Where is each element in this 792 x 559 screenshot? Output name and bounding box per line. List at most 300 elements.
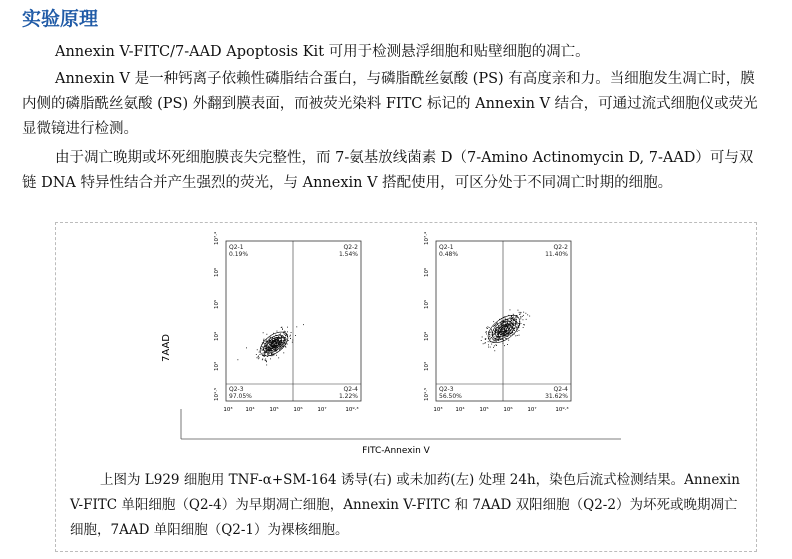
event-dot [268,343,269,344]
event-dot [520,318,521,319]
event-dot [523,324,524,325]
y-tick-label: 10⁷·⁴ [424,231,430,245]
event-dot [512,332,513,333]
quadrant-name: Q2-1 [229,244,244,251]
section-heading: 实验原理 [22,8,99,30]
intro-paragraph: Annexin V-FITC/7-AAD Apoptosis Kit 可用于检测悬浮细胞和贴壁细胞的凋亡。 [55,44,590,60]
figure-container [55,222,757,552]
event-dot [482,337,483,338]
event-dot [278,357,279,358]
event-dot [285,337,286,338]
event-dot [527,314,528,315]
event-dot [518,310,519,311]
event-dot [266,361,267,362]
event-dot [503,325,504,326]
event-dot [273,349,274,350]
event-dot [267,354,268,355]
event-dot [265,359,266,360]
event-dot [276,355,277,356]
x-tick-label: 10⁷ [317,407,327,413]
event-dot [513,314,514,315]
event-dot [507,344,508,345]
event-dot [498,340,499,341]
event-dot [286,341,287,342]
event-dot [483,343,484,344]
event-dot [496,327,497,328]
event-dot [270,358,271,359]
event-dot [496,323,497,324]
event-dot [517,335,518,336]
event-dot [505,318,506,319]
x-tick-label: 10⁹·³ [555,407,569,413]
event-dot [279,346,280,347]
event-dot [270,342,271,343]
event-dot [283,352,284,353]
event-dot [510,335,511,336]
event-dot [266,361,267,362]
quadrant-name: Q2-2 [343,244,358,251]
event-dot [513,322,514,323]
event-dot [509,333,510,334]
event-dot [264,354,265,355]
quadrant-value: 1.22% [338,393,358,400]
event-dot [260,354,261,355]
event-dot [287,344,288,345]
event-dot [257,349,258,350]
event-dot [285,339,286,340]
event-dot [266,365,267,366]
event-dot [510,323,511,324]
event-dot [490,338,491,339]
event-dot [525,313,526,314]
quadrant-value: 0.19% [229,251,249,258]
event-dot [267,356,268,357]
event-dot [515,323,516,324]
event-dot [517,317,518,318]
event-dot [285,347,286,348]
x-tick-label: 10⁵ [479,407,489,413]
event-dot [486,331,487,332]
event-dot [500,332,501,333]
event-dot [510,317,511,318]
event-dot [275,340,276,341]
y-tick-label: 10³ [214,361,220,371]
event-dot [277,338,278,339]
event-dot [292,340,293,341]
event-dot [265,360,266,361]
event-dot [493,333,494,334]
event-dot [500,328,501,329]
event-dot [486,334,487,335]
event-dot [272,355,273,356]
y-tick-label: 10⁶ [214,267,220,277]
event-dot [520,314,521,315]
event-dot [504,345,505,346]
event-dot [264,353,265,354]
event-dot [523,327,524,328]
event-dot [497,329,498,330]
event-dot [494,337,495,338]
event-dot [275,342,276,343]
event-dot [488,341,489,342]
event-dot [517,331,518,332]
quadrant-name: Q2-2 [553,244,568,251]
x-tick-label: 10⁴ [455,407,465,413]
event-dot [521,323,522,324]
event-dot [491,329,492,330]
event-dot [287,331,288,332]
event-dot [262,347,263,348]
event-dot [503,328,504,329]
event-dot [271,349,272,350]
event-dot [258,356,259,357]
event-dot [266,340,267,341]
event-dot [284,344,285,345]
y-tick-label: 10⁵ [214,299,220,309]
event-dot [492,334,493,335]
event-dot [284,331,285,332]
x-tick-label: 10³ [223,407,233,413]
event-dot [500,323,501,324]
event-dot [524,324,525,325]
quadrant-value: 0.48% [439,251,459,258]
event-dot [281,336,282,337]
event-dot [489,334,490,335]
event-dot [522,316,523,317]
event-dot [278,338,279,339]
event-dot [266,351,267,352]
event-dot [491,330,492,331]
x-axis-label: FITC-Annexin V [362,446,430,456]
event-dot [506,338,507,339]
event-dot [516,327,517,328]
y-axis-label: 7AAD [161,333,172,363]
event-dot [516,319,517,320]
event-dot [264,339,265,340]
event-dot [503,324,504,325]
event-dot [523,315,524,316]
event-dot [507,322,508,323]
event-dot [503,329,504,330]
event-dot [285,335,286,336]
event-dot [292,342,293,343]
event-dot [271,353,272,354]
event-dot [511,320,512,321]
event-dot [498,338,499,339]
event-dot [270,337,271,338]
event-dot [266,344,267,345]
event-dot [501,329,502,330]
event-dot [284,342,285,343]
y-tick-label: 10⁷·⁴ [214,231,220,245]
event-dot [272,345,273,346]
event-dot [295,335,296,336]
event-dot [526,319,527,320]
event-dot [511,326,512,327]
event-dot [493,326,494,327]
event-dot [512,317,513,318]
x-tick-label: 10³ [433,407,443,413]
event-dot [529,316,530,317]
event-dot [282,329,283,330]
event-dot [263,353,264,354]
event-dot [267,347,268,348]
event-dot [487,326,488,327]
event-dot [502,335,503,336]
event-cloud-left [237,324,304,365]
event-dot [279,338,280,339]
event-dot [288,340,289,341]
event-dot [266,334,267,335]
x-tick-label: 10⁵ [269,407,279,413]
event-dot [490,332,491,333]
event-dot [281,347,282,348]
event-cloud-right [481,309,530,351]
event-dot [283,338,284,339]
event-dot [296,326,297,327]
quadrant-name: Q2-4 [343,386,358,393]
event-dot [510,309,511,310]
event-dot [494,330,495,331]
event-dot [513,323,514,324]
event-dot [494,325,495,326]
event-dot [489,338,490,339]
quadrant-value: 11.40% [545,251,568,258]
x-tick-label: 10⁶ [503,407,513,413]
event-dot [280,348,281,349]
y-tick-label: 10⁴ [424,331,430,341]
event-dot [246,347,247,348]
event-dot [268,355,269,356]
event-dot [274,345,275,346]
event-dot [490,347,491,348]
event-dot [493,340,494,341]
event-dot [510,322,511,323]
event-dot [281,337,282,338]
y-tick-label: 10¹·⁵ [424,387,430,401]
quadrant-name: Q2-3 [229,386,244,393]
event-dot [507,319,508,320]
x-tick-label: 10⁶ [293,407,303,413]
event-dot [519,335,520,336]
event-dot [505,328,506,329]
plot-panel-right [423,231,571,413]
event-dot [258,356,259,357]
event-dot [520,312,521,313]
event-dot [489,336,490,337]
flow-cytometry-figure [161,231,646,457]
event-dot [493,321,494,322]
event-dot [257,357,258,358]
event-dot [285,341,286,342]
event-dot [499,327,500,328]
event-dot [515,335,516,336]
y-tick-label: 10³ [424,361,430,371]
event-dot [485,338,486,339]
event-dot [494,345,495,346]
event-dot [285,331,286,332]
plot-panel-left [213,231,361,413]
event-dot [487,328,488,329]
event-dot [489,327,490,328]
event-dot [519,312,520,313]
event-dot [279,349,280,350]
event-dot [275,350,276,351]
event-dot [498,335,499,336]
event-dot [282,337,283,338]
x-tick-label: 10⁹·³ [345,407,359,413]
event-dot [269,351,270,352]
event-dot [265,348,266,349]
event-dot [291,332,292,333]
event-dot [519,323,520,324]
event-dot [285,346,286,347]
event-dot [259,357,260,358]
y-tick-label: 10⁵ [424,299,430,309]
quadrant-name: Q2-1 [439,244,454,251]
event-dot [515,317,516,318]
event-dot [261,348,262,349]
event-dot [237,359,238,360]
event-dot [287,327,288,328]
detail-paragraph: 由于凋亡晚期或坏死细胞膜丧失完整性，而 7-氨基放线菌素 D（7-Amino Actinomycin D, 7-AAD）可与双链 DNA 特异性结合并产生强烈的荧光，与 Annexin V 搭配使用，可区分处于不同凋亡时期的细胞。 [22,150,754,191]
event-dot [303,324,304,325]
event-dot [493,339,494,340]
event-dot [511,327,512,328]
event-dot [262,359,263,360]
x-tick-label: 10⁷ [527,407,537,413]
event-dot [497,338,498,339]
event-dot [513,329,514,330]
event-dot [506,333,507,334]
event-dot [278,336,279,337]
event-dot [508,340,509,341]
event-dot [485,342,486,343]
event-dot [277,343,278,344]
event-dot [496,336,497,337]
event-dot [495,328,496,329]
event-dot [514,320,515,321]
event-dot [281,344,282,345]
event-dot [284,334,285,335]
event-dot [279,338,280,339]
quadrant-value: 97.05% [229,393,252,400]
event-dot [258,358,259,359]
event-dot [511,323,512,324]
event-dot [265,350,266,351]
event-dot [503,321,504,322]
event-dot [504,327,505,328]
event-dot [519,330,520,331]
event-dot [496,344,497,345]
event-dot [503,343,504,344]
event-dot [263,332,264,333]
y-tick-label: 10⁶ [424,267,430,277]
event-dot [261,350,262,351]
event-dot [515,324,516,325]
event-dot [281,327,282,328]
event-dot [262,346,263,347]
event-dot [520,317,521,318]
event-dot [510,319,511,320]
event-dot [289,336,290,337]
event-dot [256,354,257,355]
event-dot [507,325,508,326]
event-dot [491,344,492,345]
event-dot [517,324,518,325]
event-dot [501,325,502,326]
event-dot [498,340,499,341]
event-dot [511,317,512,318]
quadrant-value: 1.54% [338,251,358,258]
event-dot [262,359,263,360]
event-dot [506,330,507,331]
y-tick-label: 10¹·⁵ [214,387,220,401]
event-dot [497,340,498,341]
event-dot [488,344,489,345]
event-dot [497,322,498,323]
event-dot [269,347,270,348]
event-dot [269,353,270,354]
event-dot [516,321,517,322]
figure-caption: 上图为 L929 细胞用 TNF-α+SM-164 诱导(右) 或未加药(左) 处理 24h，染色后流式检测结果。Annexin V-FITC 单阳细胞（Q2-4）为早期凋亡细胞，Annexin V-FITC 和 7AAD 双阳细胞（Q2-2）为坏死或晚期凋亡细胞，7AAD 单阳细胞（Q2-1）为裸核细胞。 [70,472,740,538]
event-dot [275,348,276,349]
event-dot [505,327,506,328]
event-dot [290,335,291,336]
event-dot [512,321,513,322]
event-dot [271,351,272,352]
event-dot [481,340,482,341]
event-dot [273,333,274,334]
event-dot [516,327,517,328]
event-dot [491,337,492,338]
event-dot [486,327,487,328]
event-dot [494,350,495,351]
event-dot [290,338,291,339]
event-dot [523,319,524,320]
event-dot [489,332,490,333]
event-dot [493,347,494,348]
event-dot [269,349,270,350]
event-dot [494,340,495,341]
quadrant-value: 31.62% [545,393,568,400]
event-dot [281,340,282,341]
event-dot [259,352,260,353]
quadrant-value: 56.50% [439,393,462,400]
quadrant-name: Q2-3 [439,386,454,393]
event-dot [488,347,489,348]
event-dot [502,339,503,340]
event-dot [274,344,275,345]
event-dot [506,335,507,336]
x-tick-label: 10⁴ [245,407,255,413]
event-dot [514,330,515,331]
quadrant-name: Q2-4 [553,386,568,393]
event-dot [265,345,266,346]
event-dot [523,312,524,313]
event-dot [266,341,267,342]
event-dot [273,353,274,354]
event-dot [514,318,515,319]
event-dot [508,334,509,335]
event-dot [272,345,273,346]
event-dot [496,341,497,342]
event-dot [501,333,502,334]
event-dot [517,323,518,324]
event-dot [282,346,283,347]
event-dot [486,332,487,333]
event-dot [277,331,278,332]
